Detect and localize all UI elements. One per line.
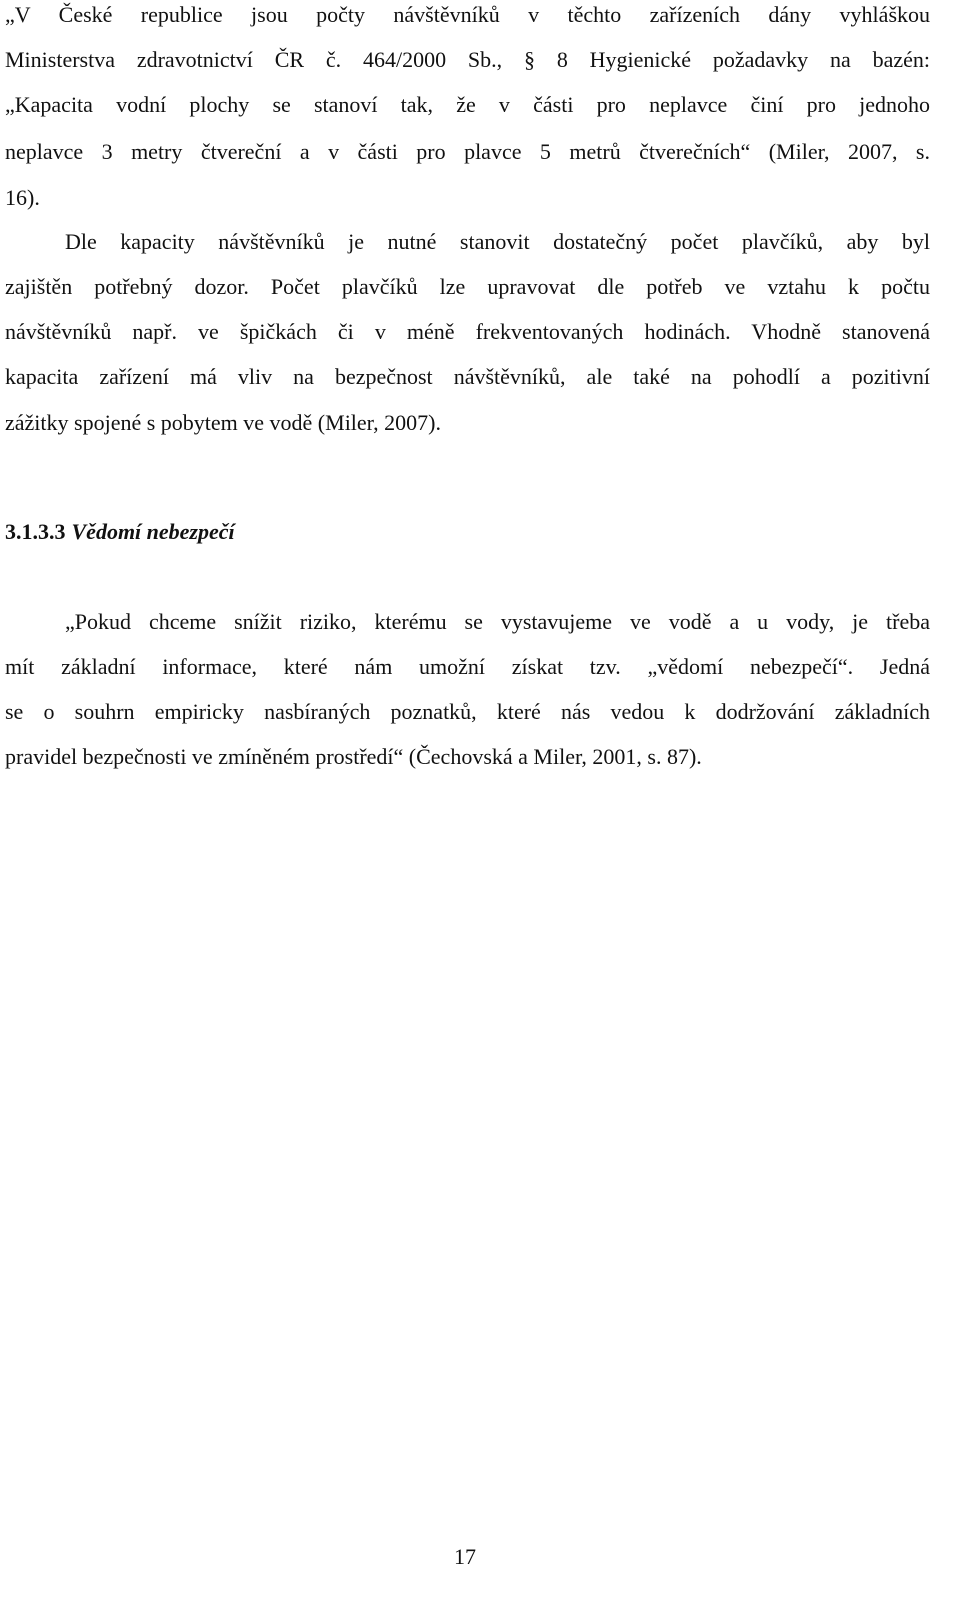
paragraph-1-line-3: „Kapacita vodní plochy se stanoví tak, že v části pro neplavce činí pro jednoho: [5, 92, 930, 117]
section-number: 3.1.3.3: [5, 519, 66, 544]
paragraph-3-line-2: mít základní informace, které nám umožní získat tzv. „vědomí nebezpečí“. Jedná: [5, 654, 930, 679]
paragraph-2-line-5: zážitky spojené s pobytem ve vodě (Miler, 2007).: [5, 410, 441, 435]
paragraph-1-line-2: Ministerstva zdravotnictví ČR č. 464/2000 Sb., § 8 Hygienické požadavky na bazén:: [5, 47, 930, 72]
paragraph-3-line-4: pravidel bezpečnosti ve zmíněném prostředí“ (Čechovská a Miler, 2001, s. 87).: [5, 744, 702, 769]
page-number: 17: [454, 1544, 476, 1569]
paragraph-2-line-1: Dle kapacity návštěvníků je nutné stanovit dostatečný počet plavčíků, aby byl: [65, 229, 930, 254]
paragraph-3-line-3: se o souhrn empiricky nasbíraných poznatků, které nás vedou k dodržování základních: [5, 699, 930, 724]
paragraph-1-line-4: neplavce 3 metry čtvereční a v části pro plavce 5 metrů čtverečních“ (Miler, 2007, s.: [5, 139, 930, 164]
paragraph-1-line-5: 16).: [5, 185, 40, 210]
section-title: Vědomí nebezpečí: [71, 519, 235, 544]
paragraph-2-line-2: zajištěn potřebný dozor. Počet plavčíků lze upravovat dle potřeb ve vztahu k počtu: [5, 274, 930, 299]
paragraph-2-line-3: návštěvníků např. ve špičkách či v méně frekventovaných hodinách. Vhodně stanovená: [5, 319, 930, 344]
section-heading: [5, 517, 235, 547]
paragraph-3-line-1: „Pokud chceme snížit riziko, kterému se vystavujeme ve vodě a u vody, je třeba: [65, 609, 930, 634]
paragraph-2-line-4: kapacita zařízení má vliv na bezpečnost návštěvníků, ale také na pohodlí a pozitivní: [5, 364, 930, 389]
paragraph-1-line-1: „V České republice jsou počty návštěvníků v těchto zařízeních dány vyhláškou: [5, 2, 930, 27]
